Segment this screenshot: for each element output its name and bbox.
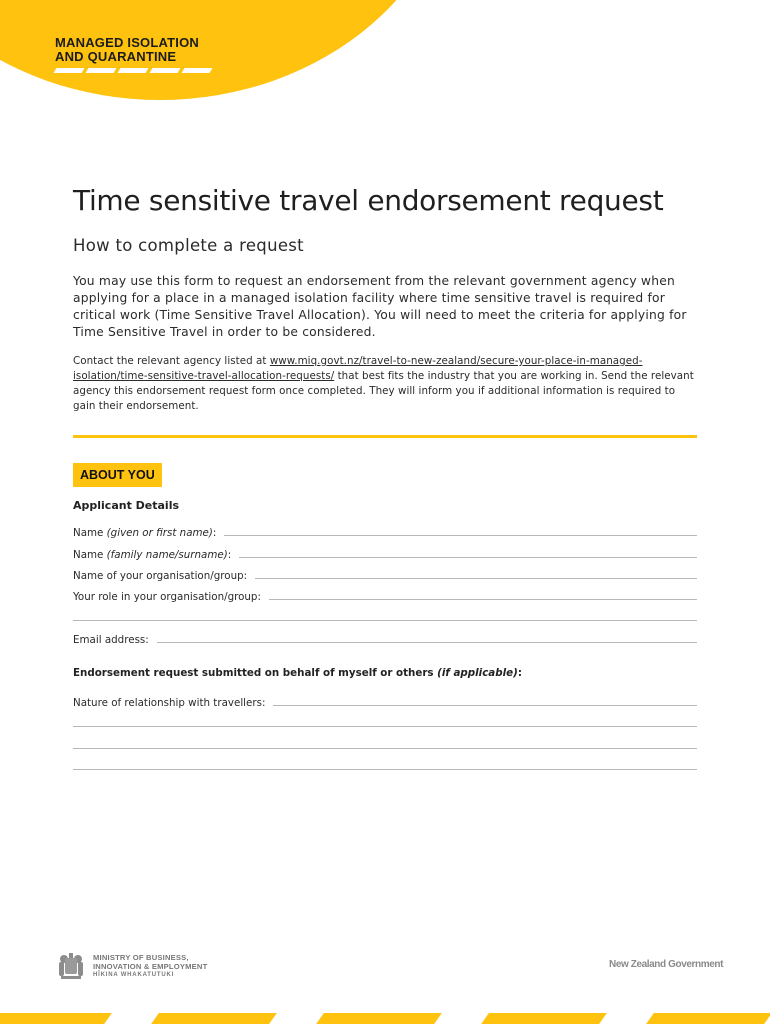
organisation-input-line[interactable] [255, 578, 697, 579]
family-name-input-line[interactable] [239, 557, 697, 558]
footer-stripe [0, 1013, 770, 1024]
relationship-line-3[interactable] [73, 748, 697, 749]
organisation-field[interactable] [73, 567, 697, 582]
relationship-line-2[interactable] [73, 726, 697, 727]
organisation-label: Name of your organisation/group: [73, 570, 248, 582]
relationship-line-4[interactable] [73, 769, 697, 770]
miq-link[interactable]: www.miq.govt.nz/travel-to-new-zealand/secure-your-place-in-managed-isolation/time-sensitive-travel-allocation-requests/ [73, 355, 643, 382]
brand-line-1: MANAGED ISOLATION [55, 35, 199, 50]
applicant-details-heading: Applicant Details [73, 499, 180, 512]
role-input-line[interactable] [269, 599, 697, 600]
relationship-label: Nature of relationship with travellers: [73, 697, 266, 709]
role-field[interactable] [73, 588, 697, 603]
section-badge-about-you: ABOUT YOU [73, 463, 162, 487]
given-name-label: Name (given or first name): [73, 527, 217, 539]
page-subtitle: How to complete a request [73, 236, 304, 255]
contact-text-after: that best fits the industry that you are working in. Send the relevant agency this endorsement request form once completed. They will inform you if additional information is required to gain their endorsement. [73, 370, 694, 412]
brand-line-2: AND QUARANTINE [55, 49, 177, 64]
given-name-field[interactable] [73, 524, 697, 539]
email-input-line[interactable] [157, 642, 697, 643]
mbie-wordmark: MINISTRY OF BUSINESS, INNOVATION & EMPLOYMENT HĪKINA WHAKATUTUKI [93, 952, 208, 978]
nz-government-wordmark: New Zealand Government [609, 959, 724, 970]
email-label: Email address: [73, 634, 149, 646]
relationship-input-line[interactable] [273, 705, 697, 706]
mbie-logo [55, 950, 207, 982]
contact-paragraph [73, 354, 698, 414]
brand-dashes [55, 68, 211, 73]
page-title: Time sensitive travel endorsement request [73, 184, 664, 217]
email-field[interactable] [73, 631, 697, 646]
intro-paragraph: You may use this form to request an endorsement from the relevant government agency when applying for a place in a managed isolation facility where time sensitive travel is required for critical work (Time Sensitive Travel Allocation). You will need to meet the criteria for applying for Time Sensitive Travel in order to be considered. [73, 274, 687, 339]
brand-logo-text [55, 36, 199, 64]
endorsement-heading: Endorsement request submitted on behalf of myself or others (if applicable): [73, 667, 522, 679]
relationship-field[interactable] [73, 694, 697, 709]
contact-text-before: Contact the relevant agency listed at [73, 355, 270, 367]
role-continuation-line[interactable] [73, 620, 697, 621]
role-label: Your role in your organisation/group: [73, 591, 261, 603]
family-name-label: Name (family name/surname): [73, 549, 232, 561]
section-divider [73, 435, 697, 438]
given-name-input-line[interactable] [224, 535, 697, 536]
family-name-field[interactable] [73, 546, 697, 561]
nz-coat-of-arms-icon [55, 950, 87, 982]
